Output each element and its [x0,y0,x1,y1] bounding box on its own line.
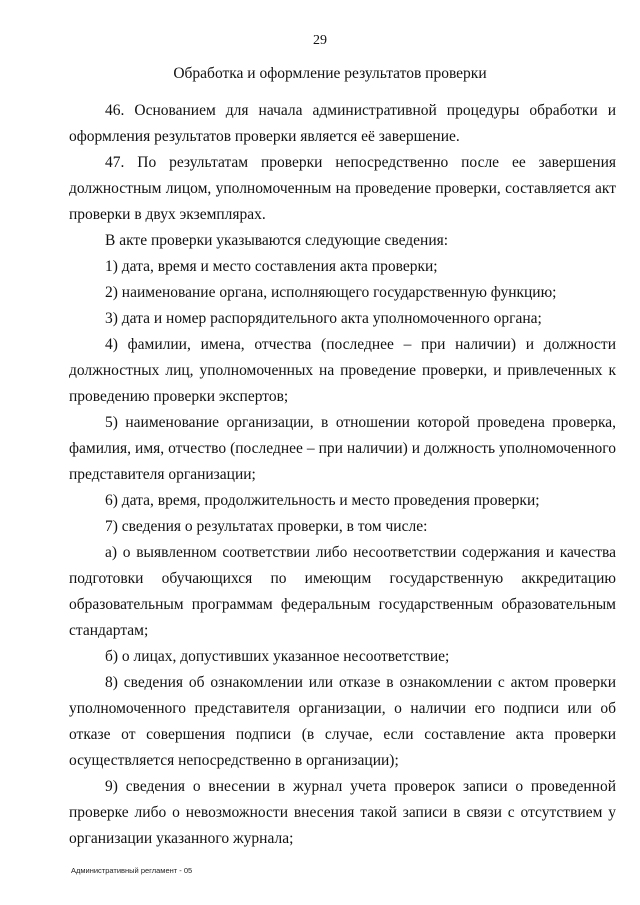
list-item-8: 8) сведения об ознакомлении или отказе в ознакомлении с актом проверки уполномоченного представителя организации, о наличии его подписи или об отказе от совершения подписи (в случае, если составление акта проверки осуществляется непосредственно в организации); [69,674,616,769]
list-item-7: 7) сведения о результатах проверки, в том числе: [105,518,428,535]
paragraph-47: 47. По результатам проверки непосредственно после ее завершения должностным лицом, уполномоченным на проведение проверки, составляется акт проверки в двух экземплярах. [69,154,616,223]
paragraph-intro: В акте проверки указываются следующие сведения: [105,232,449,249]
list-item-3: 3) дата и номер распорядительного акта уполномоченного органа; [105,310,542,327]
document-body [69,98,616,852]
list-item-1: 1) дата, время и место составления акта проверки; [105,258,438,275]
list-item-2: 2) наименование органа, исполняющего государственную функцию; [105,284,557,301]
page-footer: Административный регламент - 05 [71,866,193,875]
paragraph-46: 46. Основанием для начала административной процедуры обработки и оформления результатов проверки является её завершение. [69,102,616,145]
list-item-4: 4) фамилии, имена, отчества (последнее – при наличии) и должности должностных лиц, уполномоченных на проведение проверки, и привлеченных к проведению проверки экспертов; [69,336,616,405]
list-item-6: 6) дата, время, продолжительность и место проведения проверки; [105,492,540,509]
list-item-9: 9) сведения о внесении в журнал учета проверок записи о проведенной проверке либо о невозможности внесения такой записи в связи с отсутствием у организации указанного журнала; [69,778,616,847]
list-item-5: 5) наименование организации, в отношении которой проведена проверка, фамилия, имя, отчество (последнее – при наличии) и должность уполномоченного представителя организации; [69,414,616,483]
section-heading: Обработка и оформление результатов проверки [173,65,487,82]
list-item-7b: б) о лицах, допустивших указанное несоответствие; [105,648,450,665]
page-number: 29 [313,33,327,48]
list-item-7a: а) о выявленном соответствии либо несоответствии содержания и качества подготовки обучающихся по имеющим государственную аккредитацию образовательным программам федеральным государственным образовательным стандартам; [69,544,616,639]
